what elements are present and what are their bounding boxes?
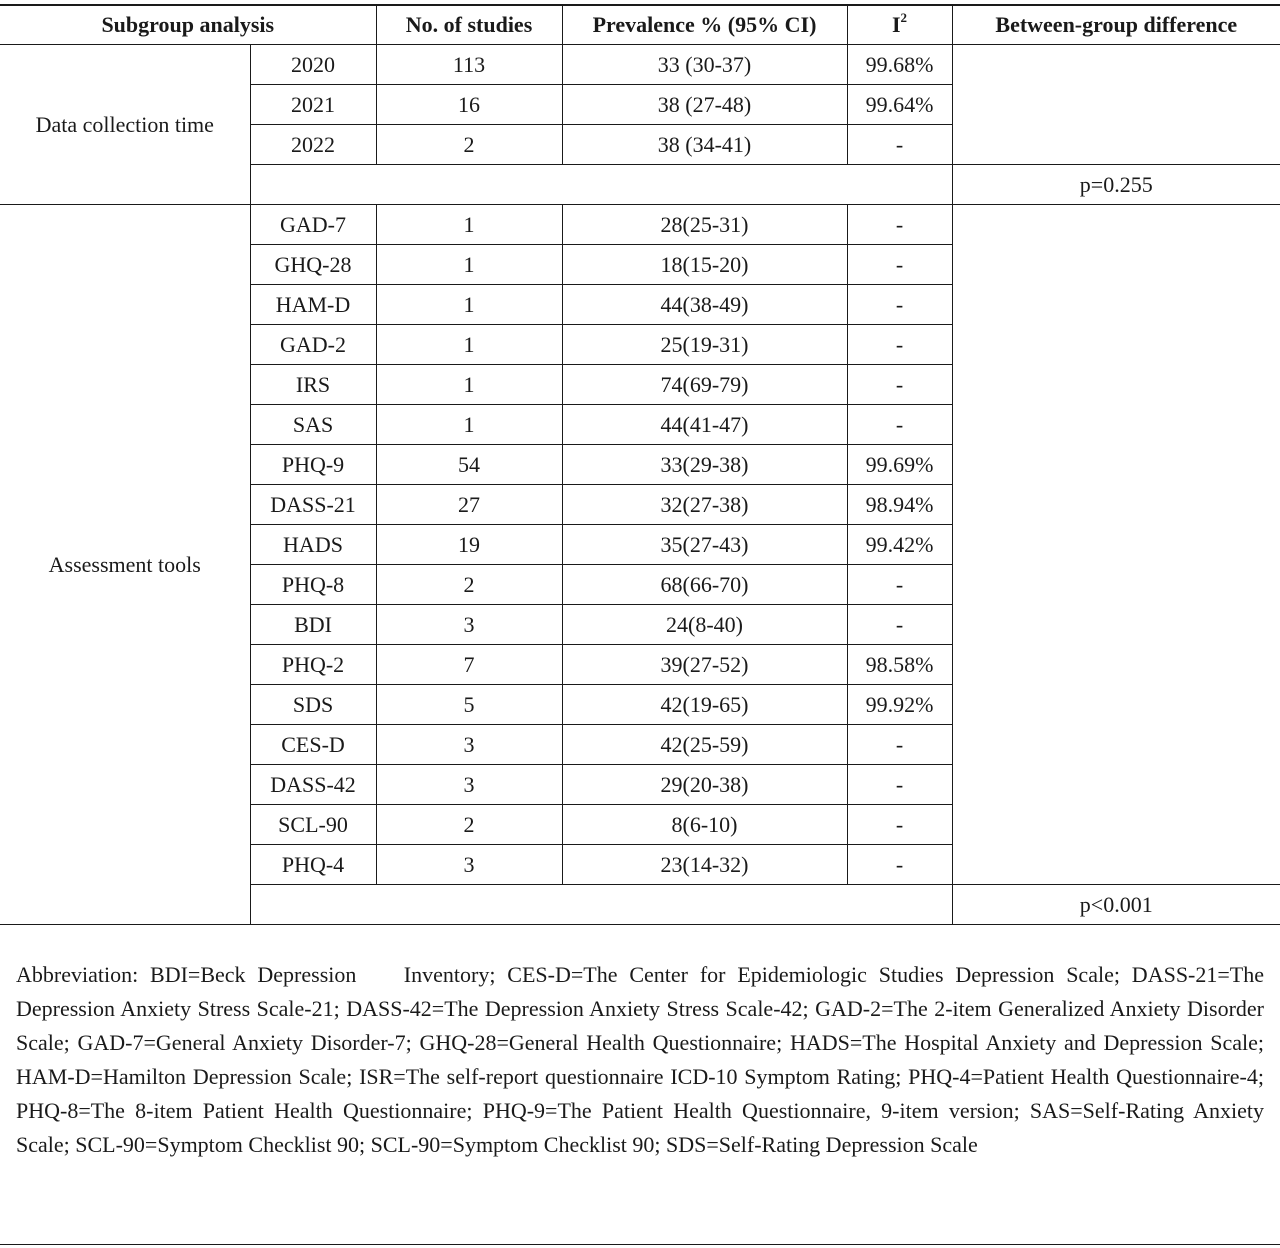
group-label: Assessment tools (0, 205, 250, 925)
studies-cell: 1 (376, 285, 562, 325)
prevalence-cell: 38 (27-48) (562, 85, 847, 125)
level-cell: GHQ-28 (250, 245, 376, 285)
i2-cell: 98.58% (847, 645, 952, 685)
studies-cell: 3 (376, 845, 562, 885)
i2-cell: - (847, 565, 952, 605)
i2-cell: - (847, 805, 952, 845)
studies-cell: 54 (376, 445, 562, 485)
i2-cell: 99.42% (847, 525, 952, 565)
level-cell: SDS (250, 685, 376, 725)
level-cell: CES-D (250, 725, 376, 765)
prevalence-cell: 39(27-52) (562, 645, 847, 685)
i2-cell: - (847, 365, 952, 405)
header-between: Between-group difference (952, 5, 1280, 45)
level-cell: SAS (250, 405, 376, 445)
prevalence-cell: 32(27-38) (562, 485, 847, 525)
between-group-p-value: p<0.001 (952, 885, 1280, 925)
i2-cell: - (847, 725, 952, 765)
studies-cell: 1 (376, 365, 562, 405)
studies-cell: 1 (376, 405, 562, 445)
level-cell: DASS-42 (250, 765, 376, 805)
level-cell: HADS (250, 525, 376, 565)
between-group-empty (952, 205, 1280, 885)
studies-cell: 3 (376, 605, 562, 645)
prevalence-cell: 33 (30-37) (562, 45, 847, 85)
level-cell: PHQ-8 (250, 565, 376, 605)
studies-cell: 2 (376, 565, 562, 605)
level-cell: SCL-90 (250, 805, 376, 845)
prevalence-cell: 44(41-47) (562, 405, 847, 445)
prevalence-cell: 25(19-31) (562, 325, 847, 365)
subgroup-table (0, 4, 1280, 925)
table-body (0, 45, 1280, 925)
i2-cell: - (847, 845, 952, 885)
prevalence-cell: 28(25-31) (562, 205, 847, 245)
level-cell: GAD-7 (250, 205, 376, 245)
header-subgroup: Subgroup analysis (0, 5, 376, 45)
prevalence-cell: 8(6-10) (562, 805, 847, 845)
i2-cell: - (847, 405, 952, 445)
prevalence-cell: 18(15-20) (562, 245, 847, 285)
level-cell: HAM-D (250, 285, 376, 325)
level-cell: IRS (250, 365, 376, 405)
studies-cell: 27 (376, 485, 562, 525)
i2-cell: 99.64% (847, 85, 952, 125)
studies-cell: 1 (376, 325, 562, 365)
i2-cell: 99.92% (847, 685, 952, 725)
between-group-empty (952, 45, 1280, 165)
level-cell: PHQ-9 (250, 445, 376, 485)
studies-cell: 19 (376, 525, 562, 565)
studies-cell: 3 (376, 765, 562, 805)
studies-cell: 113 (376, 45, 562, 85)
studies-cell: 2 (376, 805, 562, 845)
studies-cell: 2 (376, 125, 562, 165)
level-cell: DASS-21 (250, 485, 376, 525)
prevalence-cell: 42(19-65) (562, 685, 847, 725)
prevalence-cell: 38 (34-41) (562, 125, 847, 165)
header-i2-sup: 2 (900, 9, 908, 25)
level-cell: PHQ-2 (250, 645, 376, 685)
level-cell: 2021 (250, 85, 376, 125)
i2-cell: 98.94% (847, 485, 952, 525)
group-label: Data collection time (0, 45, 250, 205)
studies-cell: 5 (376, 685, 562, 725)
prevalence-cell: 35(27-43) (562, 525, 847, 565)
prevalence-cell: 33(29-38) (562, 445, 847, 485)
bottom-rule (0, 1244, 1280, 1245)
level-cell: 2022 (250, 125, 376, 165)
i2-cell: - (847, 245, 952, 285)
studies-cell: 1 (376, 205, 562, 245)
header-prevalence: Prevalence % (95% CI) (562, 5, 847, 45)
prevalence-cell: 42(25-59) (562, 725, 847, 765)
i2-cell: - (847, 285, 952, 325)
prevalence-cell: 68(66-70) (562, 565, 847, 605)
level-cell: PHQ-4 (250, 845, 376, 885)
table-row (0, 45, 1280, 85)
table-row (0, 205, 1280, 245)
table-header-row (0, 5, 1280, 45)
abbreviation-footnote: Abbreviation: BDI=Beck Depression Inventory; CES-D=The Center for Epidemiologic Studies Depression Scale; DASS-21=The Depression Anxiety Stress Scale-21; DASS-42=The Depression Anxiety Stress Scale-42; GAD-2=The 2-item Generalized Anxiety Disorder Scale; GAD-7=General Anxiety Disorder-7; GHQ-28=General Health Questionnaire; HADS=The Hospital Anxiety and Depression Scale; HAM-D=Hamilton Depression Scale; ISR=The self-report questionnaire ICD-10 Symptom Rating; PHQ-4=Patient Health Questionnaire-4; PHQ-8=The 8-item Patient Health Questionnaire; PHQ-9=The Patient Health Questionnaire, 9-item version; SAS=Self-Rating Anxiety Scale; SCL-90=Symptom Checklist 90; SCL-90=Symptom Checklist 90; SDS=Self-Rating Depression Scale (16, 962, 1264, 1157)
i2-cell: - (847, 605, 952, 645)
i2-cell: - (847, 765, 952, 805)
between-group-p-value: p=0.255 (952, 165, 1280, 205)
level-cell: BDI (250, 605, 376, 645)
i2-cell: - (847, 125, 952, 165)
studies-cell: 16 (376, 85, 562, 125)
studies-cell: 1 (376, 245, 562, 285)
header-studies: No. of studies (376, 5, 562, 45)
i2-cell: 99.68% (847, 45, 952, 85)
level-cell: 2020 (250, 45, 376, 85)
prevalence-cell: 23(14-32) (562, 845, 847, 885)
i2-cell: 99.69% (847, 445, 952, 485)
studies-cell: 7 (376, 645, 562, 685)
summary-blank (250, 885, 952, 925)
studies-cell: 3 (376, 725, 562, 765)
i2-cell: - (847, 205, 952, 245)
summary-blank (250, 165, 952, 205)
prevalence-cell: 44(38-49) (562, 285, 847, 325)
level-cell: GAD-2 (250, 325, 376, 365)
header-i2-base: I (891, 12, 901, 37)
prevalence-cell: 24(8-40) (562, 605, 847, 645)
header-i2 (847, 5, 952, 45)
prevalence-cell: 74(69-79) (562, 365, 847, 405)
prevalence-cell: 29(20-38) (562, 765, 847, 805)
i2-cell: - (847, 325, 952, 365)
